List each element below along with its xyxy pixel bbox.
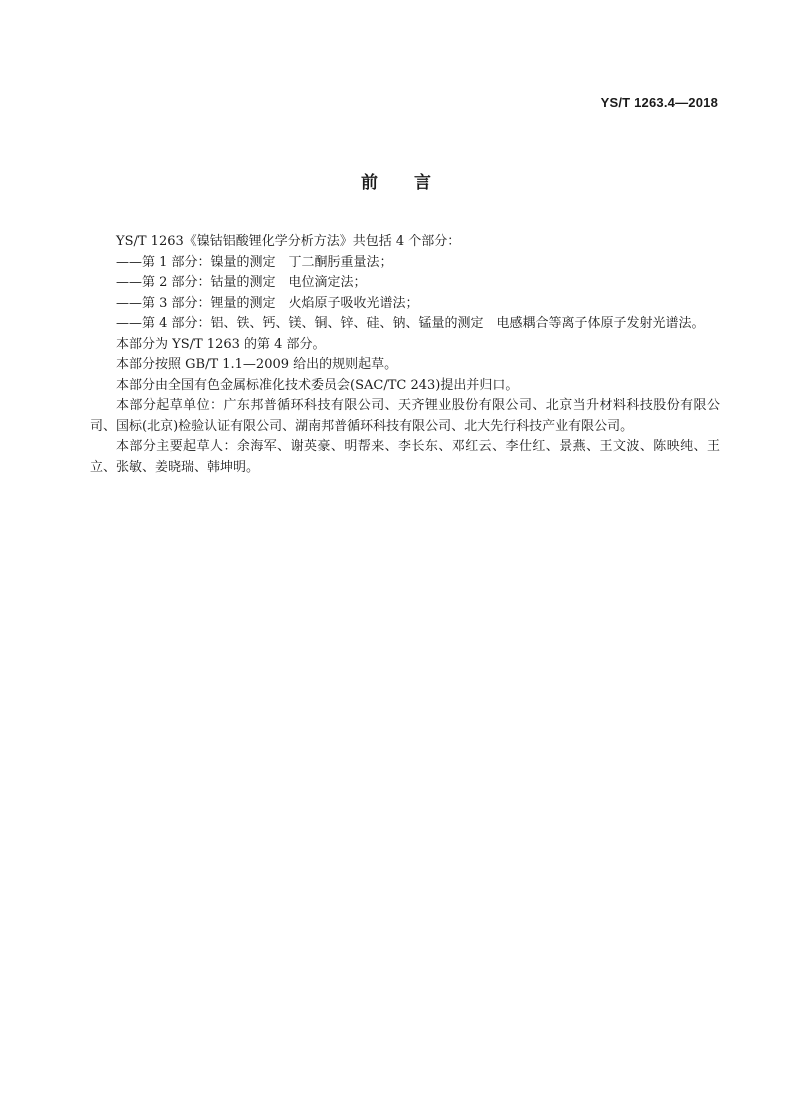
- paragraph-drafters: 本部分主要起草人：余海军、谢英豪、明帮来、李长东、邓红云、李仕红、景燕、王文波、陈映纯、王立、张敏、姜晓瑞、韩坤明。: [90, 439, 720, 475]
- foreword-title: 前言: [361, 173, 467, 193]
- paragraph-drafting-units: 本部分起草单位：广东邦普循环科技有限公司、天齐锂业股份有限公司、北京当升材料科技股份有限公司、国标(北京)检验认证有限公司、湖南邦普循环科技有限公司、北大先行科技产业有限公司。: [90, 398, 720, 434]
- list-item-part-3: ——第 3 部分：锂量的测定 火焰原子吸收光谱法；: [116, 295, 419, 311]
- list-item-part-2: ——第 2 部分：钴量的测定 电位滴定法；: [116, 275, 367, 290]
- paragraph-intro: YS/T 1263《镍钴铝酸锂化学分析方法》共包括 4 个部分：: [116, 234, 461, 249]
- paragraph-part-statement: 本部分为 YS/T 1263 的第 4 部分。: [116, 336, 326, 352]
- paragraph-drafting-rules: 本部分按照 GB/T 1.1—2009 给出的规则起草。: [116, 357, 398, 372]
- paragraph-proposer: 本部分由全国有色金属标准化技术委员会(SAC/TC 243)提出并归口。: [116, 377, 519, 393]
- list-item-part-4: ——第 4 部分：铝、铁、钙、镁、铜、锌、硅、钠、锰量的测定 电感耦合等离子体原子发射光谱法。: [116, 316, 705, 331]
- list-item-part-1: ——第 1 部分：镍量的测定 丁二酮肟重量法；: [116, 254, 393, 270]
- standard-code: YS/T 1263.4—2018: [600, 95, 718, 110]
- foreword-body: [90, 232, 720, 478]
